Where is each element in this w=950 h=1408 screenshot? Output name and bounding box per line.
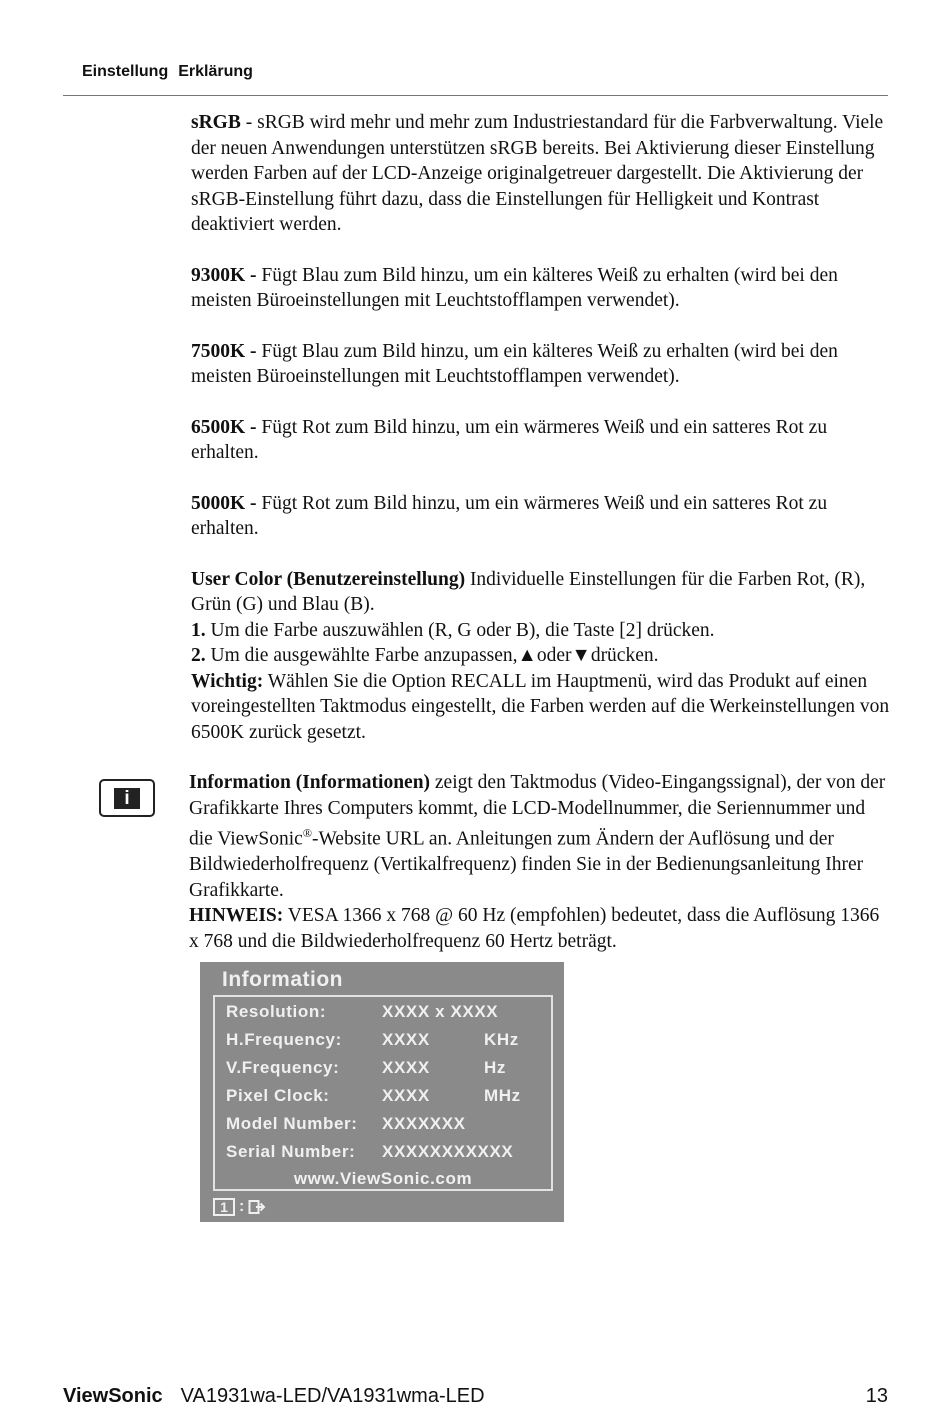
step2-text-a: Um die ausgewählte Farbe anzupassen,: [205, 645, 518, 666]
step2-text-c: drücken.: [590, 645, 659, 666]
exit-icon: [248, 1198, 266, 1216]
osd-value: XXXX: [382, 1058, 430, 1077]
paragraph-user-color: [191, 567, 891, 746]
term-srgb: sRGB: [191, 112, 241, 133]
page-number: 13: [865, 1385, 888, 1407]
desc-srgb: - sRGB wird mehr und mehr zum Industriestandard für die Farbverwaltung. Viele der neuen Anwendungen unterstützen sRGB bereits. Bei Aktivierung dieser Einstellung werden Farben auf der LCD-Anzeige originalgetreuer dargestellt. Die Aktivierung der sRGB-Einstellung führt dazu, dass die Einstellungen für Helligkeit und Kontrast deaktiviert werden.: [191, 112, 884, 235]
osd-value: XXXXXXX: [382, 1114, 466, 1133]
term-9300k: 9300K -: [191, 264, 257, 286]
desc-6500k: Fügt Rot zum Bild hinzu, um ein wärmeres Weiß und ein satteres Rot zu erhalten.: [191, 416, 828, 463]
osd-value: XXXX: [382, 1086, 430, 1105]
osd-value: XXXX x XXXX: [382, 1002, 499, 1021]
desc-9300k: Fügt Blau zum Bild hinzu, um ein kälteres Weiß zu erhalten (wird bei den meisten Büroeinstellungen mit Leuchtstofflampen verwendet).: [191, 264, 838, 311]
note-label: HINWEIS:: [189, 905, 284, 927]
triangle-down-icon: ▼: [571, 645, 591, 666]
triangle-up-icon: ▲: [517, 645, 537, 666]
paragraph-5000k: [191, 491, 891, 542]
osd-value: XXXX: [382, 1030, 430, 1049]
osd-info-panel: [213, 995, 553, 1191]
osd-url: www.ViewSonic.com: [293, 1169, 473, 1188]
osd-information-screen: [200, 962, 564, 1222]
registered-mark: ®: [302, 826, 312, 841]
information-desc-a: zeigt den Taktmodus (Video-Eingangssignal), der von der Grafikkarte Ihres Computers kommt, die LCD-Modellnummer, die Seriennummer und die ViewSonic: [189, 772, 886, 850]
step1-number: 1.: [191, 619, 206, 641]
step2-text-b: oder: [536, 645, 572, 666]
osd-label: Pixel Clock:: [226, 1086, 330, 1105]
osd-row-vfrequency: [226, 1058, 506, 1078]
osd-unit: MHz: [484, 1086, 521, 1105]
table-header: [82, 63, 253, 81]
header-explanation: Erklärung: [178, 63, 253, 80]
paragraph-7500k: [191, 339, 891, 390]
paragraph-6500k: [191, 415, 891, 466]
osd-label: H.Frequency:: [226, 1030, 342, 1049]
info-icon: [99, 779, 155, 817]
desc-7500k: Fügt Blau zum Bild hinzu, um ein kälteres Weiß zu erhalten (wird bei den meisten Büroeinstellungen mit Leuchtstofflampen verwendet).: [191, 340, 838, 387]
page-footer: [63, 1385, 888, 1408]
osd-row-hfrequency: [226, 1030, 519, 1050]
osd-row-resolution: [226, 1002, 498, 1022]
information-text: [189, 770, 889, 955]
footer-brand: ViewSonic: [63, 1385, 163, 1407]
step1-text: Um die Farbe auszuwählen (R, G oder B), die Taste [2] drücken.: [205, 619, 715, 641]
osd-row-model-number: [226, 1114, 466, 1134]
desc-user-color: Individuelle Einstellungen für die Farben Rot, (R), Grün (G) und Blau (B).: [191, 568, 866, 615]
osd-row-serial-number: [226, 1142, 513, 1162]
osd-footer: [213, 1197, 266, 1217]
osd-title: Information: [222, 968, 343, 991]
important-text: Wählen Sie die Option RECALL im Hauptmenü, wird das Produkt auf einen voreingestellten Taktmodus eingestellt, die Farben werden auf die Werkeinstellungen von 6500K zurück gesetzt.: [191, 670, 890, 743]
term-user-color: User Color (Benutzereinstellung): [191, 568, 466, 590]
osd-unit: Hz: [484, 1058, 506, 1077]
desc-5000k: Fügt Rot zum Bild hinzu, um ein wärmeres Weiß und ein satteres Rot zu erhalten.: [191, 492, 828, 539]
color-settings-text: [191, 110, 891, 745]
term-information: Information (Informationen): [189, 772, 431, 793]
paragraph-9300k: [191, 263, 891, 314]
header-setting: Einstellung: [82, 63, 169, 80]
osd-unit: KHz: [484, 1030, 519, 1049]
osd-row-pixel-clock: [226, 1086, 521, 1106]
osd-value: XXXXXXXXXXX: [382, 1142, 514, 1161]
note-text: VESA 1366 x 768 @ 60 Hz (empfohlen) bedeutet, dass die Auflösung 1366 x 768 und die Bildwiederholfrequenz 60 Hertz beträgt.: [189, 905, 880, 953]
term-5000k: 5000K -: [191, 492, 257, 514]
osd-label: Model Number:: [226, 1114, 358, 1133]
paragraph-srgb: [191, 110, 891, 238]
header-rule: [63, 95, 888, 96]
osd-label: Serial Number:: [226, 1142, 356, 1161]
step2-number: 2.: [191, 645, 206, 666]
osd-key-separator: :: [239, 1198, 245, 1215]
osd-label: Resolution:: [226, 1002, 327, 1021]
osd-label: V.Frequency:: [226, 1058, 340, 1077]
information-desc-b: -Website URL an. Anleitungen zum Ändern der Auflösung und der Bildwiederholfrequenz (Vertikalfrequenz) finden Sie in der Bedienungsanleitung Ihrer Grafikkarte.: [189, 828, 864, 901]
info-icon-letter: i: [114, 788, 140, 809]
osd-key-1: 1: [213, 1198, 235, 1216]
term-7500k: 7500K -: [191, 340, 257, 362]
footer-model: VA1931wa-LED/VA1931wma-LED: [180, 1385, 485, 1407]
term-6500k: 6500K -: [191, 416, 257, 438]
important-label: Wichtig:: [191, 670, 264, 692]
